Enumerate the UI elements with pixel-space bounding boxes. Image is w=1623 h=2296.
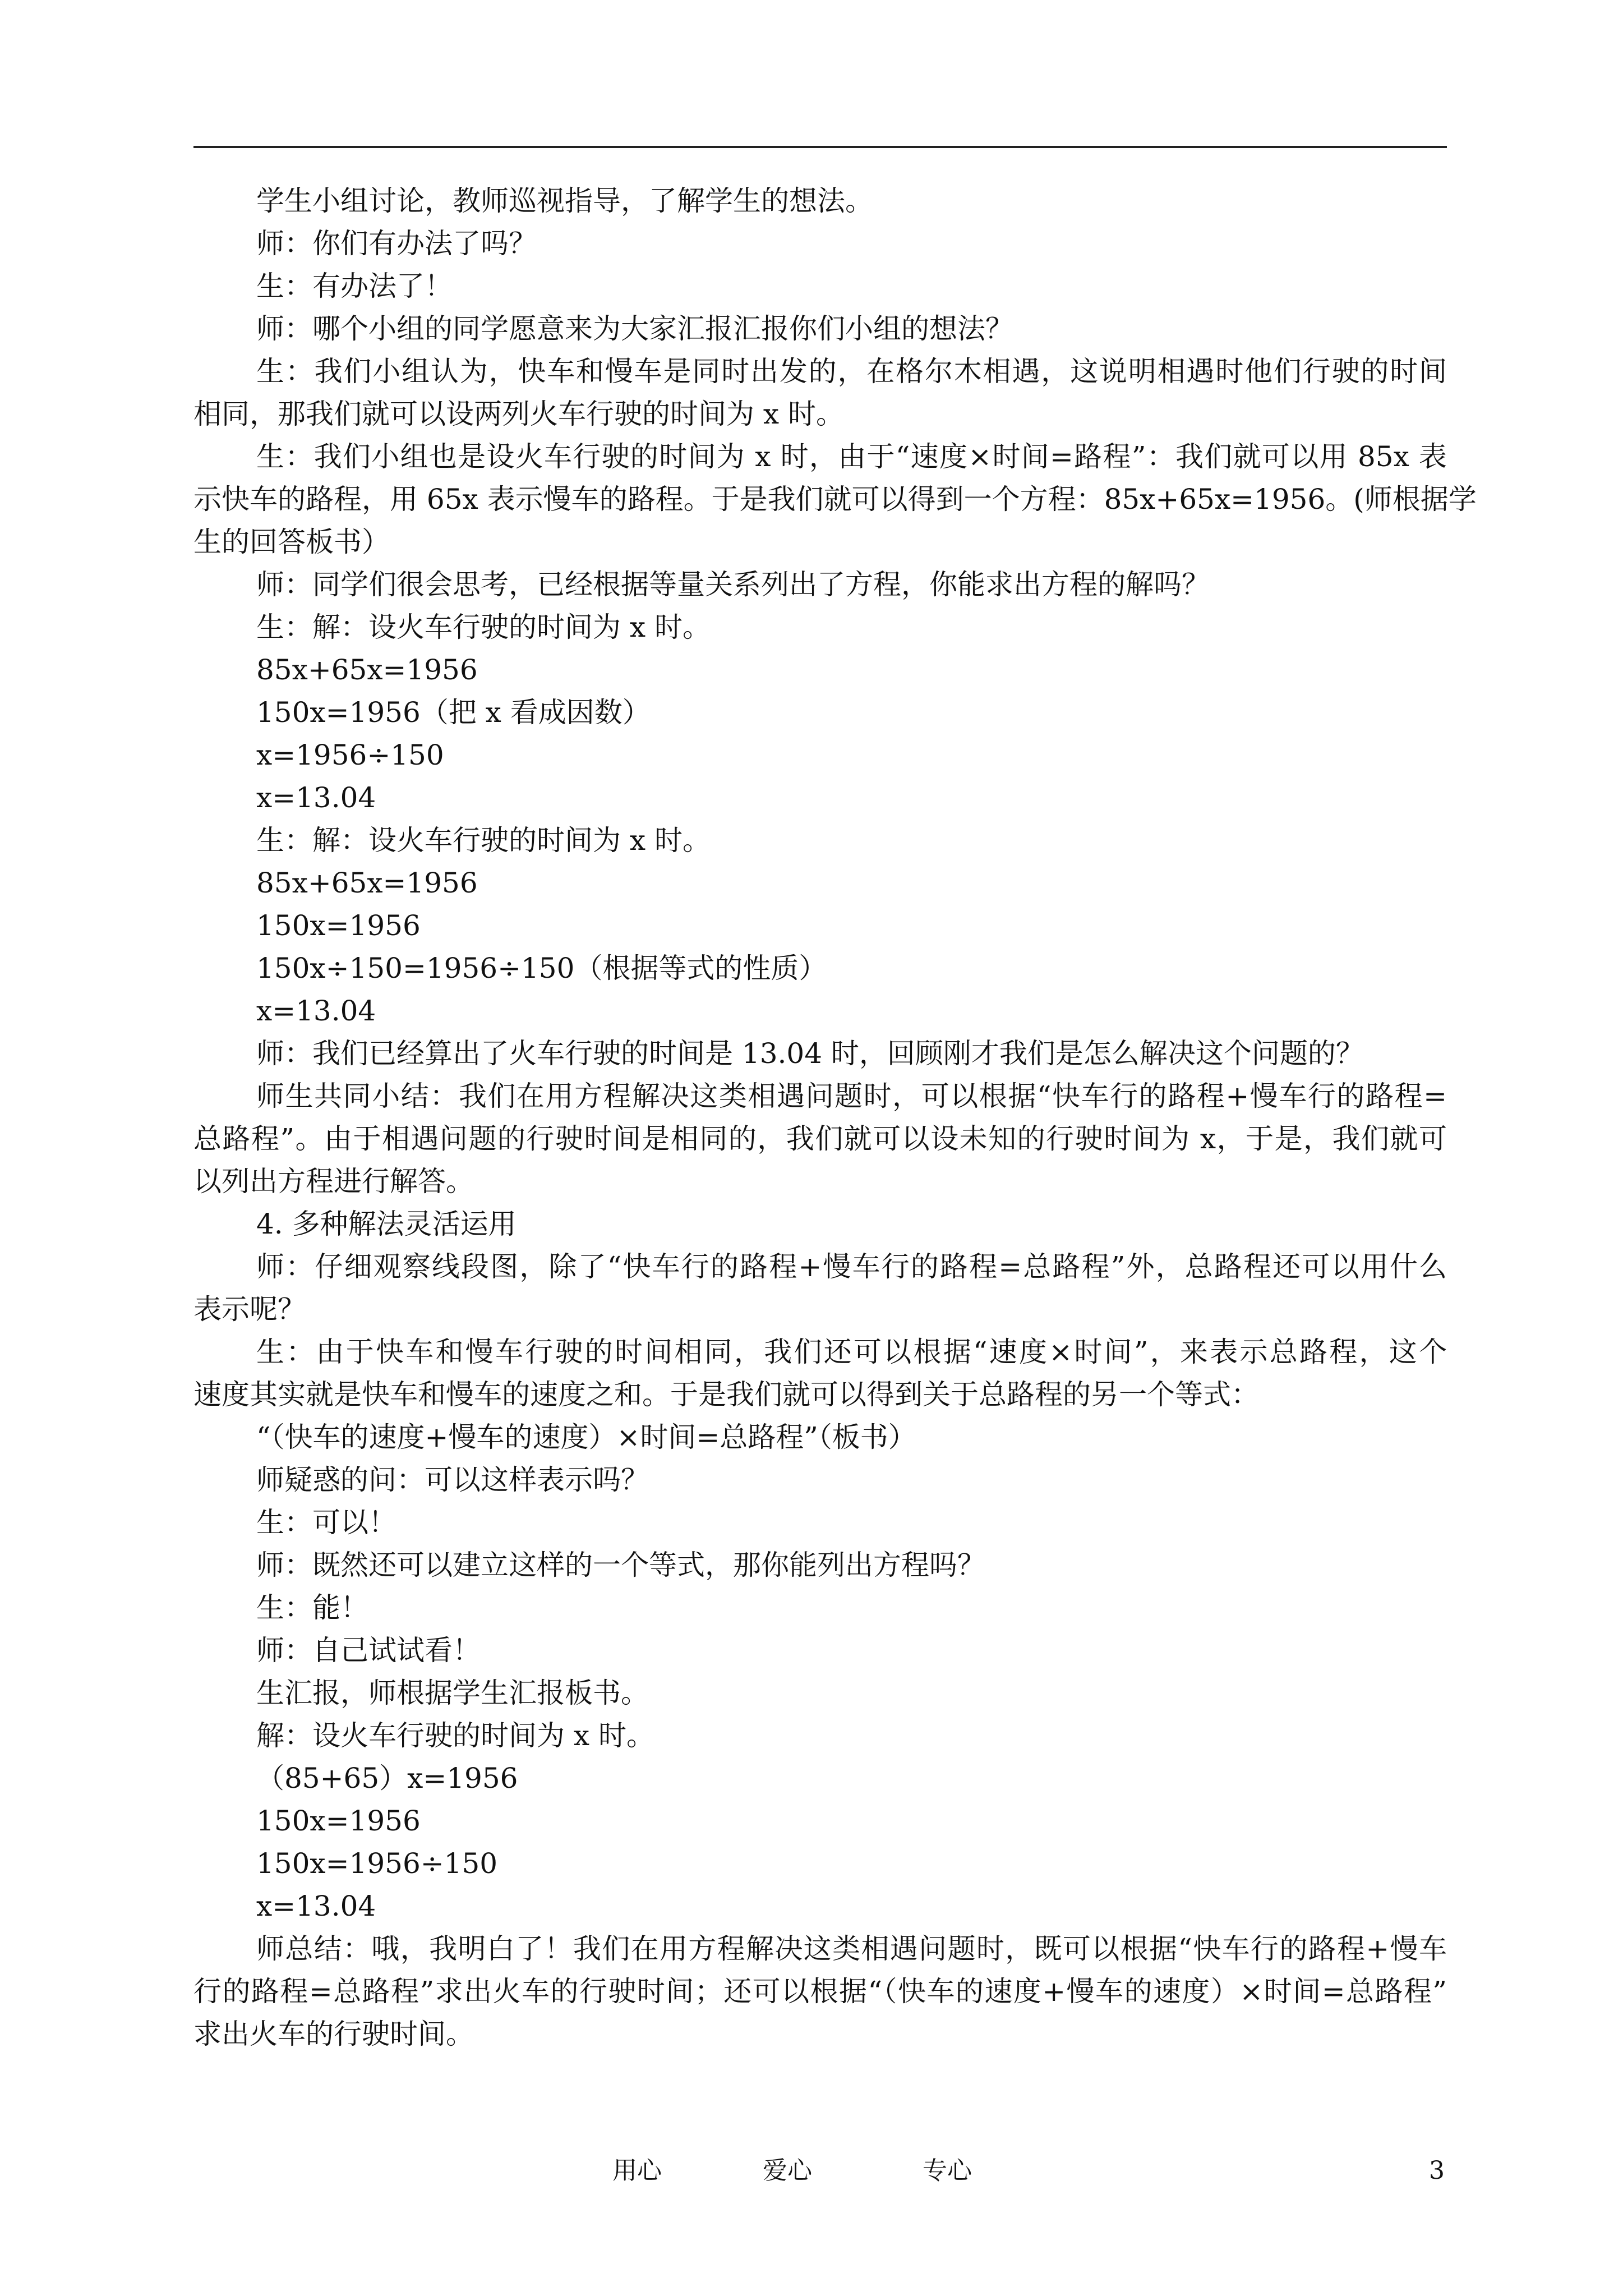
paragraph-line: 师：我们已经算出了火车行驶的时间是 13.04 时，回顾刚才我们是怎么解决这个问题的？ (256, 1037, 1364, 1070)
equation-line: x=13.04 (256, 995, 376, 1027)
header-rule (193, 146, 1447, 148)
page-number: 3 (1429, 2156, 1445, 2185)
paragraph-line: 师疑惑的问：可以这样表示吗？ (256, 1464, 649, 1496)
equation-line: x=13.04 (256, 781, 376, 814)
footer-word-aixin: 爱心 (763, 2156, 812, 2185)
paragraph-line: 师总结：哦，我明白了！我们在用方程解决这类相遇问题时，既可以根据“快车行的路程+慢车 (256, 1932, 1447, 1965)
equation-line: x=1956÷150 (256, 739, 444, 771)
paragraph-line: 生：有办法了！ (256, 270, 453, 302)
paragraph-line: 师：你们有办法了吗？ (256, 227, 537, 260)
paragraph-line: 生：解：设火车行驶的时间为 x 时。 (256, 824, 711, 857)
paragraph-line: 生的回答板书） (193, 526, 390, 558)
paragraph-line: 师：哪个小组的同学愿意来为大家汇报汇报你们小组的想法？ (256, 312, 1013, 345)
paragraph-line: 生：我们小组认为，快车和慢车是同时出发的，在格尔木相遇，这说明相遇时他们行驶的时间 (256, 355, 1447, 388)
equation-line: 150x=1956（把 x 看成因数） (256, 696, 651, 729)
paragraph-line: 生：可以！ (256, 1506, 396, 1539)
paragraph-line: 速度其实就是快车和慢车的速度之和。于是我们就可以得到关于总路程的另一个等式： (193, 1378, 1259, 1411)
footer-word-zhuanxin: 专心 (923, 2156, 972, 2185)
document-body (193, 180, 1477, 2055)
paragraph-line: 总路程”。由于相遇问题的行驶时间是相同的，我们就可以设未知的行驶时间为 x，于是，我们就可 (193, 1122, 1447, 1155)
paragraph-line: 行的路程=总路程”求出火车的行驶时间；还可以根据“（快车的速度+慢车的速度）×时间=总路程” (193, 1975, 1447, 2008)
paragraph-line: 生：能！ (256, 1591, 368, 1624)
paragraph-line: 示快车的路程，用 65x 表示慢车的路程。于是我们就可以得到一个方程：85x+65x=1956。(师根据学 (193, 483, 1477, 516)
paragraph-line: 学生小组讨论，教师巡视指导，了解学生的想法。 (256, 185, 873, 217)
equation-line: x=13.04 (256, 1890, 376, 1922)
footer-word-yongxin: 用心 (612, 2156, 662, 2185)
equation-line: （85+65）x=1956 (256, 1762, 518, 1795)
paragraph-line: “（快车的速度+慢车的速度）×时间=总路程”（板书） (256, 1421, 916, 1453)
page-footer (0, 2151, 1623, 2196)
paragraph-line: 相同，那我们就可以设两列火车行驶的时间为 x 时。 (193, 398, 844, 430)
paragraph-line: 师：同学们很会思考，已经根据等量关系列出了方程，你能求出方程的解吗？ (256, 568, 1210, 601)
paragraph-line: 生：解：设火车行驶的时间为 x 时。 (256, 611, 711, 643)
equation-line: 150x=1956 (256, 1805, 421, 1837)
equation-line: 150x÷150=1956÷150（根据等式的性质） (256, 952, 827, 984)
section-heading: 4. 多种解法灵活运用 (256, 1208, 517, 1240)
paragraph-line: 师生共同小结：我们在用方程解决这类相遇问题时，可以根据“快车行的路程+慢车行的路程= (256, 1080, 1447, 1112)
equation-line: 85x+65x=1956 (256, 654, 478, 686)
paragraph-line: 师：既然还可以建立这样的一个等式，那你能列出方程吗？ (256, 1549, 985, 1581)
paragraph-line: 解：设火车行驶的时间为 x 时。 (256, 1719, 654, 1752)
equation-line: 150x=1956÷150 (256, 1847, 498, 1880)
paragraph-line: 表示呢？ (193, 1293, 306, 1326)
paragraph-line: 师：仔细观察线段图，除了“快车行的路程+慢车行的路程=总路程”外，总路程还可以用什么 (256, 1250, 1447, 1283)
paragraph-line: 生：由于快车和慢车行驶的时间相同，我们还可以根据“速度×时间”，来表示总路程，这个 (256, 1336, 1447, 1368)
equation-line: 85x+65x=1956 (256, 867, 478, 899)
paragraph-line: 生汇报，师根据学生汇报板书。 (256, 1677, 649, 1709)
paragraph-line: 求出火车的行驶时间。 (193, 2018, 474, 2050)
paragraph-line: 生：我们小组也是设火车行驶的时间为 x 时，由于“速度×时间=路程”：我们就可以用 85x 表 (256, 440, 1447, 473)
equation-line: 150x=1956 (256, 909, 421, 942)
paragraph-line: 以列出方程进行解答。 (193, 1165, 474, 1198)
paragraph-line: 师：自己试试看！ (256, 1634, 481, 1667)
